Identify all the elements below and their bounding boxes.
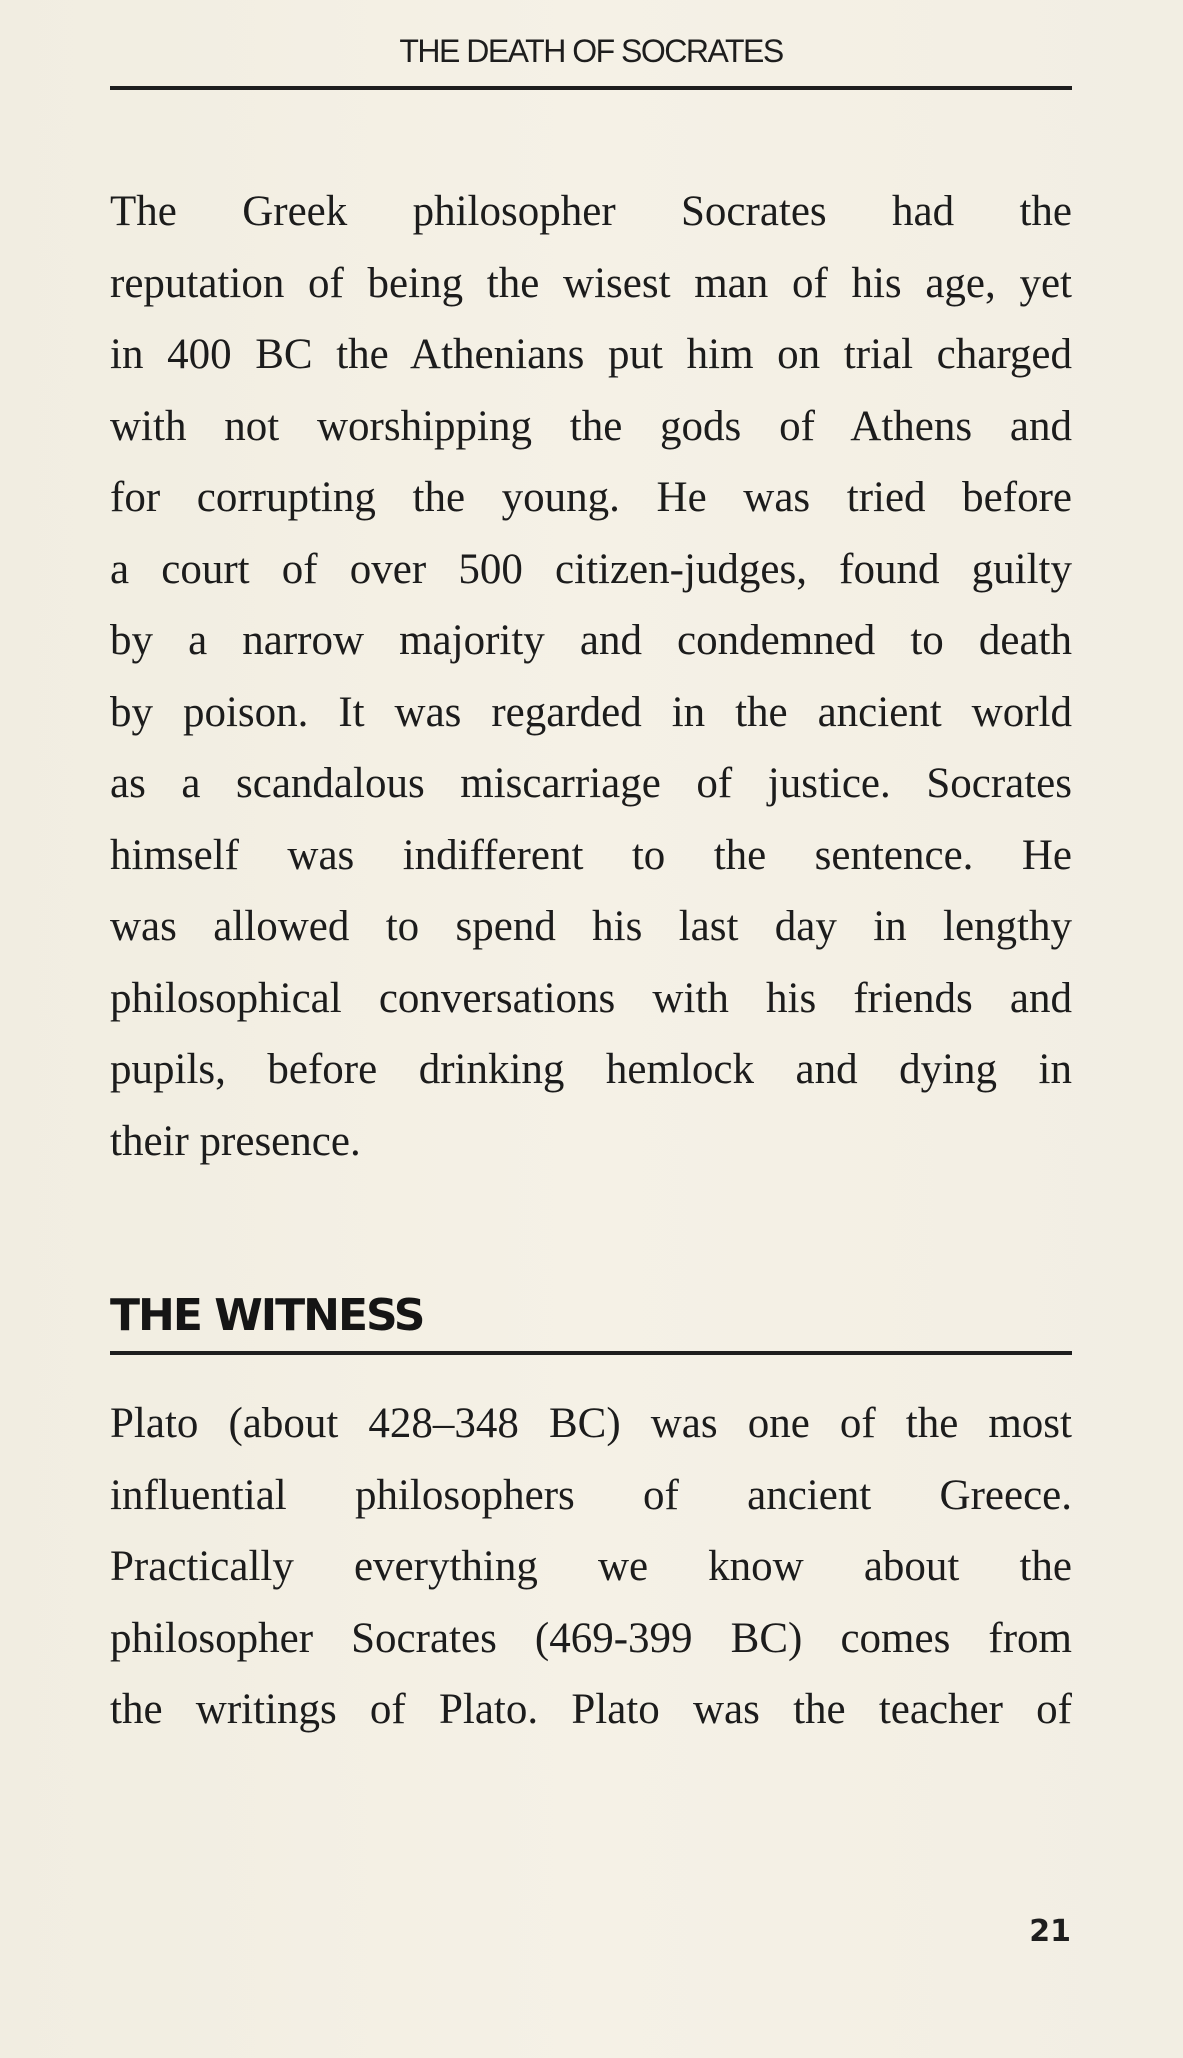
paragraph-intro xyxy=(110,176,1072,1177)
text-line: philosopher Socrates (469-399 BC) comes from xyxy=(110,1614,1072,1662)
text-line: himself was indifferent to the sentence. He xyxy=(110,831,1072,879)
text-line: their presence. xyxy=(110,1117,361,1165)
text-line: by poison. It was regarded in the ancient world xyxy=(110,688,1072,736)
text-line: philosophical conversations with his friends and xyxy=(110,974,1072,1022)
text-line: as a scandalous miscarriage of justice. Socrates xyxy=(110,760,1072,807)
text-line: for corrupting the young. He was tried before xyxy=(110,474,1072,521)
text-line: with not worshipping the gods of Athens and xyxy=(110,402,1072,450)
text-line: influential philosophers of ancient Greece. xyxy=(110,1471,1072,1519)
text-line: in 400 BC the Athenians put him on trial charged xyxy=(110,331,1072,378)
text-line: the writings of Plato. Plato was the teacher of xyxy=(110,1686,1072,1733)
page-number: 21 xyxy=(1029,1914,1071,1949)
text-line: reputation of being the wisest man of his age, yet xyxy=(110,259,1072,307)
header-rule xyxy=(110,86,1072,90)
paragraph-witness xyxy=(110,1388,1072,1746)
text-line: Practically everything we know about the xyxy=(110,1543,1072,1590)
text-line: The Greek philosopher Socrates had the xyxy=(110,188,1072,235)
text-line: by a narrow majority and condemned to death xyxy=(110,617,1072,664)
running-head: THE DEATH OF SOCRATES xyxy=(399,33,783,69)
text-line: pupils, before drinking hemlock and dying in xyxy=(110,1046,1072,1093)
section-rule xyxy=(110,1351,1072,1355)
text-line: was allowed to spend his last day in lengthy xyxy=(110,903,1072,950)
text-line: a court of over 500 citizen-judges, found guilty xyxy=(110,545,1072,593)
text-line: Plato (about 428–348 BC) was one of the most xyxy=(110,1400,1072,1447)
section-heading: THE WITNESS xyxy=(110,1290,424,1341)
